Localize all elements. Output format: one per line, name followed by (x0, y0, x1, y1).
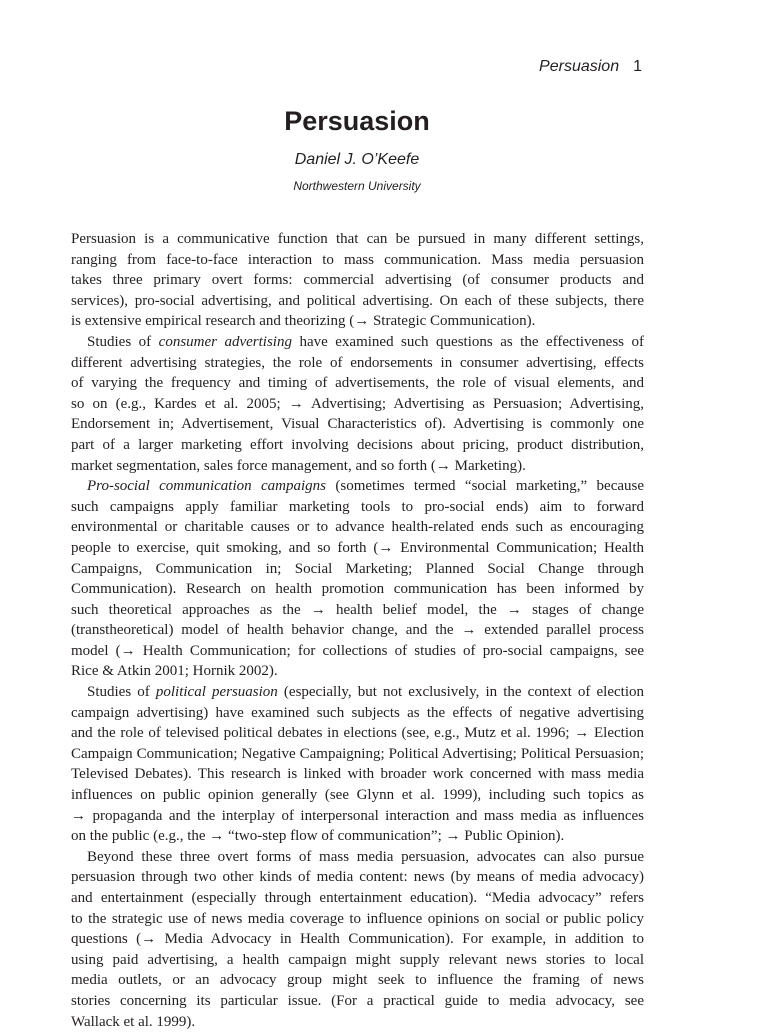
body-line: Campaign Communication; Negative Campaigning; Political Advertising; Political Persuasion; (71, 745, 644, 762)
body-line: Persuasion is a communicative function that can be pursued in many different settings, (71, 231, 644, 247)
body-line: Campaigns, Communication in; Social Marketing; Planned Social Change through (71, 560, 644, 577)
body-line: of varying the frequency and timing of advertisements, the role of visual elements, and (71, 375, 644, 392)
body-line: different advertising strategies, the role of endorsements in consumer advertising, effects (71, 354, 644, 371)
body-line: on the public (e.g., the → “two-step flow of communication”; → Public Opinion). (71, 828, 565, 845)
body-line: questions (→ Media Advocacy in Health Communication). For example, in addition to (71, 931, 644, 948)
body-line: services), pro-social advertising, and political advertising. On each of these subjects, there (71, 292, 644, 309)
body-line: Beyond these three overt forms of mass media persuasion, advocates can also pursue (87, 848, 644, 865)
body-text (71, 229, 644, 1032)
body-line: influences on public opinion generally (see Glynn et al. 1999), including such topics as (71, 787, 644, 804)
running-head (539, 58, 642, 76)
body-line: campaign advertising) have examined such subjects as the effects of negative advertising (71, 704, 644, 721)
body-line: media outlets, or an advocacy group might seek to influence the framing of news (71, 972, 644, 989)
body-line: Wallack et al. 1999). (71, 1013, 196, 1030)
body-line: environmental or charitable causes or to advance health-related ends such as encouraging (71, 519, 644, 536)
body-line: model (→ Health Communication; for collections of studies of pro-social campaigns, see (71, 642, 644, 659)
body-line: stories concerning its particular issue. (For a practical guide to media advocacy, see (71, 992, 644, 1009)
body-line: takes three primary overt forms: commercial advertising (of consumer products and (71, 272, 644, 289)
italic-term: Pro-social communication campaigns (87, 478, 326, 495)
body-line: is extensive empirical research and theorizing (→ Strategic Communication). (71, 313, 536, 330)
body-line: Pro-social communication campaigns (sometimes termed “social marketing,” because (87, 478, 644, 495)
italic-term: political persuasion (155, 684, 278, 701)
body-line: Communication). Research on health promotion communication has been informed by (71, 581, 644, 598)
article-title: Persuasion (284, 106, 430, 136)
body-line: and entertainment (especially through entertainment education). “Media advocacy” refers (71, 890, 644, 906)
italic-term: consumer advertising (158, 333, 292, 350)
body-line: to the strategic use of news media coverage to influence opinions on social or public policy (71, 910, 644, 927)
body-line: (transtheoretical) model of health behavior change, and the → extended parallel process (71, 622, 644, 639)
body-line: people to exercise, quit smoking, and so forth (→ Environmental Communication; Health (71, 539, 644, 556)
author-affiliation: Northwestern University (293, 179, 421, 193)
body-line: Rice & Atkin 2001; Hornik 2002). (71, 663, 278, 680)
body-line: market segmentation, sales force management, and so forth (→ Marketing). (71, 457, 526, 474)
body-line: Studies of consumer advertising have examined such questions as the effectiveness of (87, 333, 644, 350)
body-line: Studies of political persuasion (especially, but not exclusively, in the context of election (87, 684, 644, 701)
body-line: Televised Debates). This research is linked with broader work concerned with mass media (71, 766, 644, 783)
body-line: part of a larger marketing effort involving decisions about pricing, product distribution, (71, 436, 644, 453)
body-line: using paid advertising, a health campaign might supply relevant news stories to local (71, 951, 644, 968)
body-line: ranging from face-to-face interaction to mass communication. Mass media persuasion (71, 251, 644, 268)
body-line: and the role of televised political debates in elections (see, e.g., Mutz et al. 1996; → Election (71, 725, 644, 742)
body-line: so on (e.g., Kardes et al. 2005; → Advertising; Advertising as Persuasion; Advertising, (71, 395, 644, 412)
body-line: → propaganda and the interplay of interpersonal interaction and mass media as influences (71, 807, 644, 824)
body-line: persuasion through two other kinds of media content: news (by means of media advocacy) (71, 869, 644, 886)
page-number: 1 (633, 58, 642, 75)
article-author: Daniel J. O’Keefe (294, 151, 420, 168)
body-line: such theoretical approaches as the → health belief model, the → stages of change (71, 601, 644, 618)
running-head-title: Persuasion (539, 58, 620, 75)
body-line: Endorsement in; Advertisement, Visual Characteristics of). Advertising is commonly one (71, 416, 644, 433)
body-line: such campaigns apply familiar marketing tools to pro-social ends) aim to forward (71, 498, 644, 515)
